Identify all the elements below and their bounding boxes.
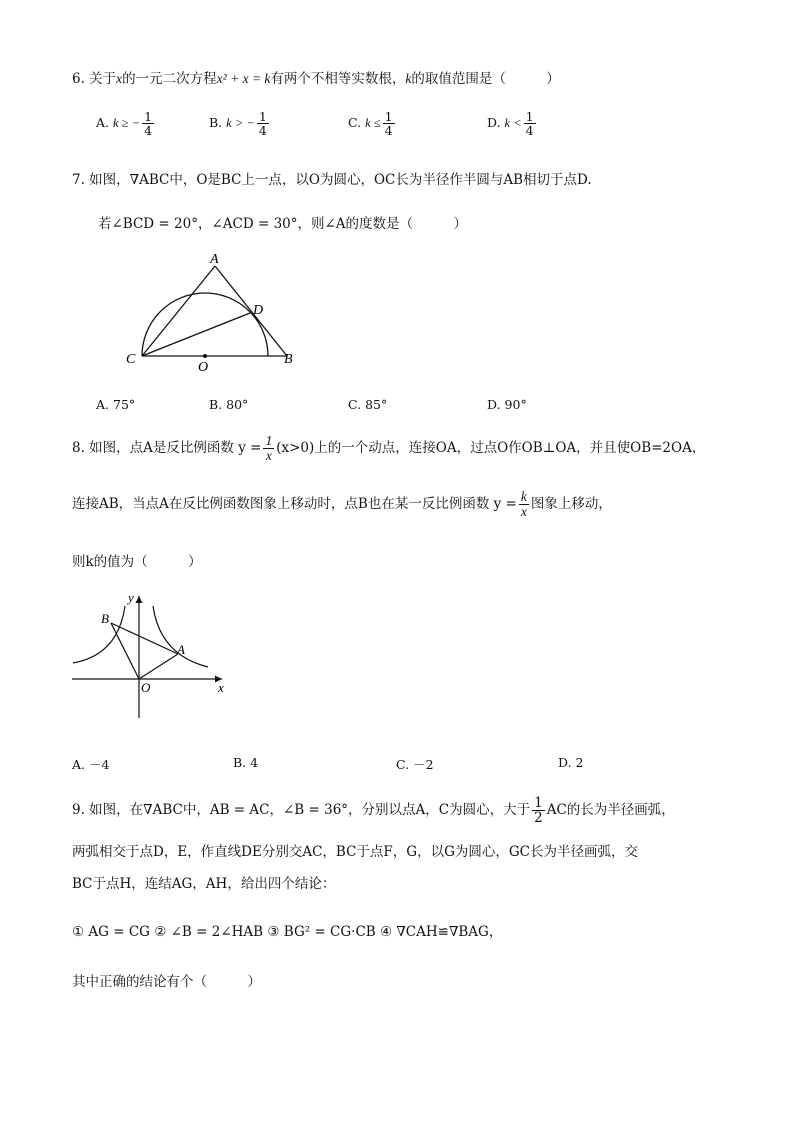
frac-den: 4 xyxy=(525,123,534,139)
q7-center-dot xyxy=(203,354,207,358)
frac-den: 2 xyxy=(534,810,543,827)
frac-den: 4 xyxy=(144,123,153,139)
frac-num: 1 xyxy=(525,109,534,124)
option-label: A. xyxy=(96,115,110,131)
option-label: C. xyxy=(348,397,362,412)
q8-label-a: A xyxy=(177,642,185,657)
q9-line1 xyxy=(72,796,675,825)
q6-option-a[interactable] xyxy=(96,110,156,137)
q6-var-k: k xyxy=(405,71,412,86)
q7-option-d[interactable] xyxy=(487,397,527,412)
q7-label-o: O xyxy=(198,360,209,374)
option-relation: k ≤ xyxy=(365,116,381,131)
option-label: C. xyxy=(348,115,362,131)
q6-option-d[interactable] xyxy=(487,110,538,137)
q8-line2 xyxy=(72,490,612,519)
frac-den: x xyxy=(520,504,527,520)
q6-stem-mid2: 有两个不相等实数根， xyxy=(270,71,406,87)
q7-segment-ca xyxy=(142,266,215,356)
option-label: B. xyxy=(209,397,223,412)
q7-segment-cd xyxy=(142,313,250,356)
frac-num: 1 xyxy=(265,433,273,448)
option-value: 75° xyxy=(113,397,136,412)
q8-label-x: x xyxy=(218,680,224,695)
option-relation: k ≥ − xyxy=(113,116,141,131)
q7-label-a: A xyxy=(210,252,219,267)
q8-right-hyperbola xyxy=(153,606,208,667)
q9-line5: 其中正确的结论有个（ ） xyxy=(72,974,261,990)
q8-line1 xyxy=(72,434,705,463)
option-value: －2 xyxy=(413,757,434,772)
frac-num: 1 xyxy=(384,109,393,124)
q8-label-y: y xyxy=(128,590,134,605)
q8-option-b[interactable] xyxy=(233,755,258,770)
q8-segment-ab xyxy=(111,623,178,654)
q8-line3: 则k的值为（ ） xyxy=(72,554,202,570)
q6-stem-post: 的取值范围是（ ） xyxy=(411,71,560,87)
q7-label-c: C xyxy=(126,352,136,367)
q8-segment-ob xyxy=(111,623,139,679)
q7-line1: 7. 如图，∇ABC中，O是BC上一点，以O为圆心，OC长为半径作半圆与AB相切于点D. xyxy=(72,172,592,188)
frac-num: 1 xyxy=(258,109,267,124)
q7-segment-ab xyxy=(215,266,287,356)
q9-line1-pre: 9. 如图，在∇ABC中，AB = AC，∠B = 36°，分别以点A，C为圆心，大于 xyxy=(72,802,531,819)
option-relation: k < xyxy=(504,116,522,131)
q6-stem xyxy=(72,67,560,87)
option-value: 4 xyxy=(250,755,259,770)
q8-option-a[interactable] xyxy=(72,755,109,773)
q8-line2-post: 图象上移动， xyxy=(530,496,612,513)
option-label: D. xyxy=(558,755,572,770)
option-label: B. xyxy=(233,755,247,770)
q7-label-b: B xyxy=(284,352,293,367)
q9-line3: BC于点H，连结AG，AH，给出四个结论： xyxy=(72,876,336,892)
option-label: A. xyxy=(72,757,86,772)
q8-segment-oa xyxy=(139,654,178,679)
q6-stem-mid1: 的一元二次方程 xyxy=(122,71,217,87)
option-value: 90° xyxy=(504,397,527,412)
option-label: A. xyxy=(96,397,110,412)
q8-label-o: O xyxy=(141,680,151,695)
q8-label-b: B xyxy=(101,611,109,626)
option-value: 80° xyxy=(226,397,249,412)
q7-label-d: D xyxy=(253,303,264,318)
q6-stem-pre: 6. 关于 xyxy=(72,71,117,87)
q7-option-c[interactable] xyxy=(348,397,387,412)
frac-num: 1 xyxy=(534,795,543,811)
option-label: C. xyxy=(396,757,410,772)
q7-figure xyxy=(120,244,310,374)
option-label: D. xyxy=(487,115,501,131)
option-value: 2 xyxy=(575,755,584,770)
q8-option-d[interactable] xyxy=(558,755,584,770)
q7-semicircle xyxy=(142,293,268,356)
q8-figure xyxy=(66,588,232,722)
q6-option-c[interactable] xyxy=(348,110,397,137)
frac-den: 4 xyxy=(258,123,267,139)
frac-num: 1 xyxy=(144,109,153,124)
q8-option-c[interactable] xyxy=(396,755,434,773)
frac-den: x xyxy=(265,448,272,464)
q9-line4: ① AG = CG ② ∠B = 2∠HAB ③ BG² = CG·CB ④ ∇CAH≌∇BAG， xyxy=(72,924,503,940)
option-label: D. xyxy=(487,397,501,412)
option-label: B. xyxy=(209,115,223,131)
q6-equation: x² + x = k xyxy=(216,71,271,86)
option-value: －4 xyxy=(89,757,110,772)
q8-line1-pre: 8. 如图，点A是反比例函数 y = xyxy=(72,440,262,457)
q7-option-a[interactable] xyxy=(96,397,135,412)
q7-option-b[interactable] xyxy=(209,397,248,412)
q7-line2: 若∠BCD = 20°，∠ACD = 30°，则∠A的度数是（ ） xyxy=(98,216,468,232)
option-value: 85° xyxy=(365,397,388,412)
option-relation: k > − xyxy=(226,116,255,131)
frac-den: 4 xyxy=(384,123,393,139)
q6-var-x: x xyxy=(116,71,123,86)
q8-line2-pre: 连接AB，当点A在反比例函数图象上移动时，点B也在某一反比例函数 y = xyxy=(72,496,517,513)
q9-line2: 两弧相交于点D，E，作直线DE分别交AC，BC于点F，G，以G为圆心，GC长为半径画弧，交 xyxy=(72,844,638,860)
q6-option-b[interactable] xyxy=(209,110,271,137)
q9-line1-post: AC的长为半径画弧， xyxy=(546,802,675,819)
frac-num: k xyxy=(520,489,527,504)
q8-line1-post: (x>0)上的一个动点，连接OA，过点O作OB⊥OA，并且使OB=2OA， xyxy=(276,440,706,457)
